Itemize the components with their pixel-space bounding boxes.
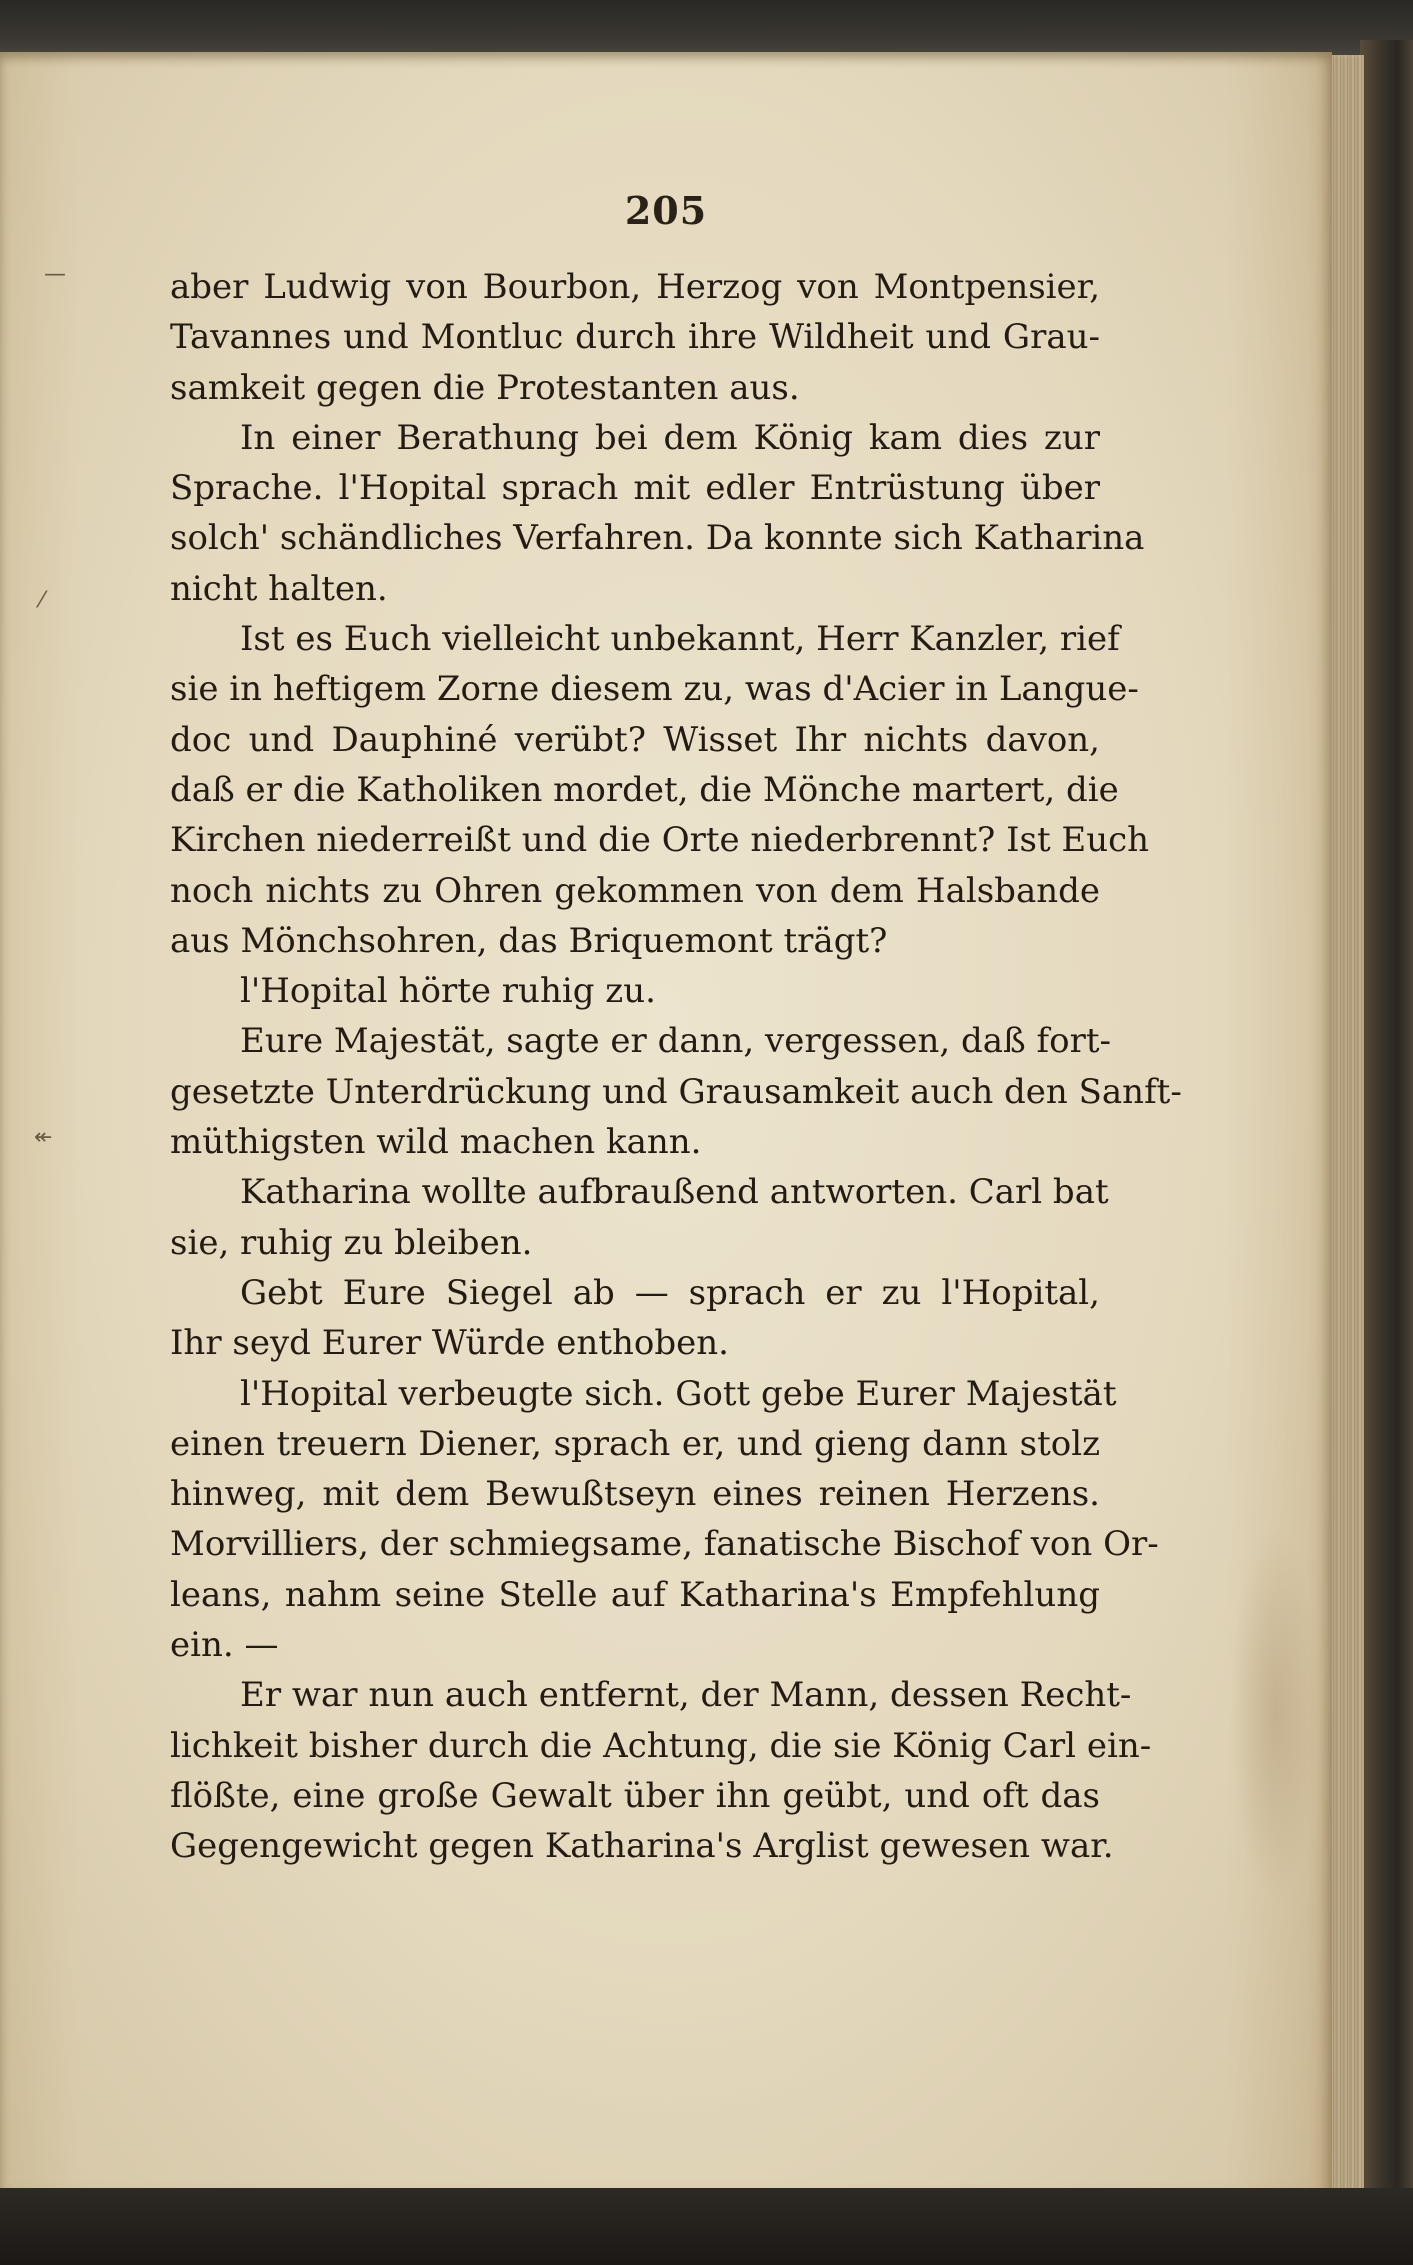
text-line: Ihr seyd Eurer Würde enthoben. [170, 1323, 729, 1364]
text-line: Tavannes und Montluc durch ihre Wildheit und Grau- [170, 317, 1100, 358]
text-line: Morvilliers, der schmiegsame, fanatische Bischof von Or- [170, 1524, 1159, 1565]
text-line: flößte, eine große Gewalt über ihn geübt, und oft das [170, 1775, 1100, 1816]
text-line: l'Hopital hörte ruhig zu. [240, 971, 656, 1012]
paper-stain [1230, 1522, 1320, 1902]
text-line: Kirchen niederreißt und die Orte niederbrennt? Ist Euch [170, 820, 1150, 861]
margin-arrow-mark: ↞ [34, 1125, 53, 1150]
text-line: einen treuern Diener, sprach er, und gieng dann stolz [170, 1423, 1100, 1464]
text-line: l'Hopital verbeugte sich. Gott gebe Eurer Majestät [240, 1373, 1117, 1414]
text-line: Gegengewicht gegen Katharina's Arglist gewesen war. [170, 1826, 1114, 1867]
text-line: leans, nahm seine Stelle auf Katharina's Empfehlung [170, 1574, 1100, 1615]
text-line: Eure Majestät, sagte er dann, vergessen, daß fort- [240, 1021, 1112, 1062]
text-line: Sprache. l'Hopital sprach mit edler Entrüstung über [170, 468, 1100, 509]
text-line: aus Mönchsohren, das Briquemont trägt? [170, 920, 888, 961]
binding-top-edge [0, 0, 1413, 58]
margin-tick-mark: ⁄ [40, 588, 44, 613]
text-line: daß er die Katholiken mordet, die Mönche martert, die [170, 769, 1119, 810]
page-number: 205 [624, 188, 708, 233]
text-line: Er war nun auch entfernt, der Mann, dessen Recht- [240, 1675, 1132, 1716]
binding-bottom-edge [0, 2188, 1413, 2265]
text-line: nicht halten. [170, 568, 388, 609]
text-line: Katharina wollte aufbraußend antworten. Carl bat [240, 1172, 1109, 1213]
text-line: doc und Dauphiné verübt? Wisset Ihr nichts davon, [170, 719, 1100, 760]
text-line: Ist es Euch vielleicht unbekannt, Herr Kanzler, rief [240, 619, 1120, 660]
page-body-text [170, 262, 1182, 1872]
text-line: gesetzte Unterdrückung und Grausamkeit auch den Sanft- [170, 1071, 1182, 1112]
text-line: ein. — [170, 1625, 279, 1666]
text-line: hinweg, mit dem Bewußtseyn eines reinen Herzens. [170, 1474, 1100, 1515]
text-line: samkeit gegen die Protestanten aus. [170, 367, 800, 408]
text-line: In einer Berathung bei dem König kam dies zur [240, 417, 1100, 458]
text-line: noch nichts zu Ohren gekommen von dem Halsbande [170, 870, 1100, 911]
text-line: lichkeit bisher durch die Achtung, die sie König Carl ein- [170, 1725, 1152, 1766]
text-line: sie in heftigem Zorne diesem zu, was d'Acier in Langue- [170, 669, 1139, 710]
text-line: sie, ruhig zu bleiben. [170, 1222, 533, 1263]
text-line: solch' schändliches Verfahren. Da konnte sich Katharina [170, 518, 1145, 559]
book-cover-edge [1360, 40, 1413, 2200]
margin-tick-mark: — [44, 262, 66, 287]
text-line: aber Ludwig von Bourbon, Herzog von Montpensier, [170, 267, 1100, 307]
text-line: müthigsten wild machen kann. [170, 1122, 702, 1163]
text-line: Gebt Eure Siegel ab — sprach er zu l'Hopital, [240, 1272, 1100, 1313]
